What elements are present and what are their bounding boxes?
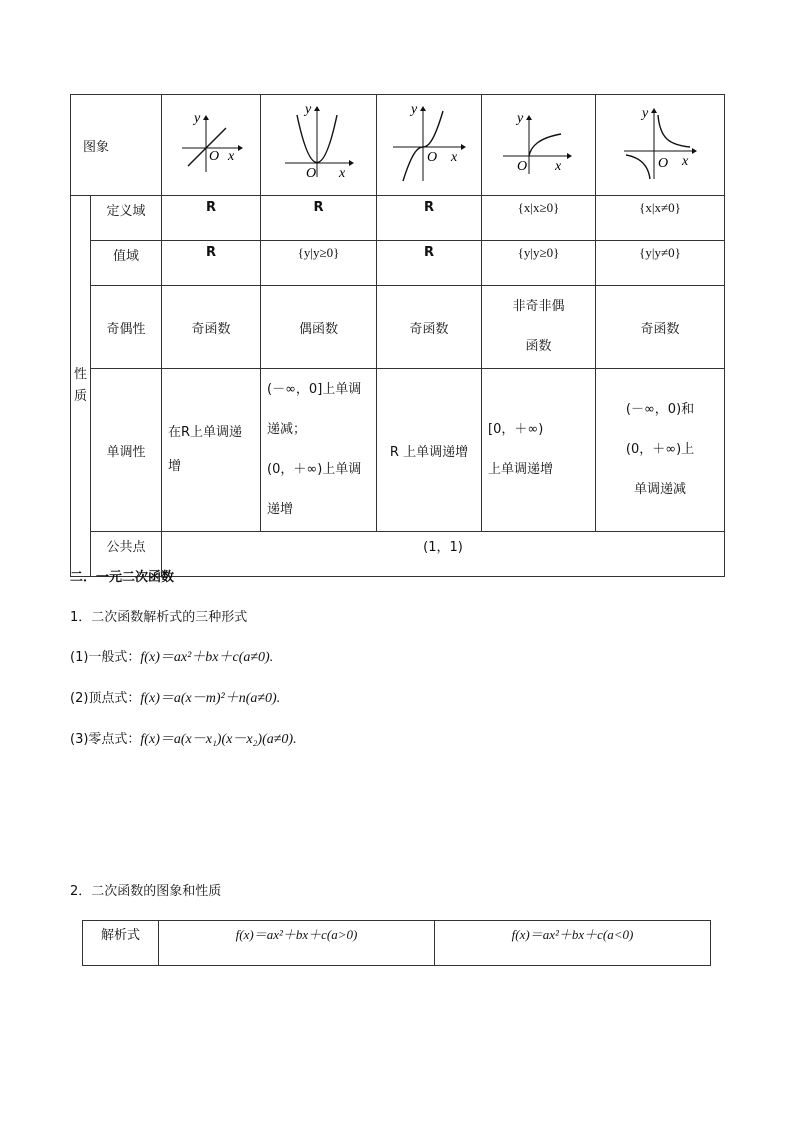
properties-label: 性 质 [71, 196, 91, 577]
parity-value: 偶函数 [261, 286, 377, 369]
svg-text:O: O [209, 149, 220, 164]
parity-row [71, 286, 725, 369]
item-1-heading: 1．二次函数解析式的三种形式 [70, 610, 248, 625]
range-value: R [162, 241, 261, 286]
monotonicity-value: [0，＋∞) 上单调递增 [482, 369, 596, 532]
svg-text:y: y [304, 105, 311, 117]
svg-text:O: O [305, 166, 316, 181]
svg-text:O: O [516, 159, 527, 174]
svg-text:x: x [554, 159, 561, 174]
form-general: (1)一般式：f(x)＝ax²＋bx＋c(a≠0). [70, 650, 274, 665]
quadratic-a-negative: f(x)＝ax²＋bx＋c(a<0) [435, 921, 711, 966]
range-value: {y|y≥0} [482, 241, 596, 286]
range-label: 值域 [91, 241, 162, 286]
graph-cubic-icon [389, 105, 469, 185]
graph-row [71, 95, 725, 196]
svg-text:y: y [194, 111, 201, 126]
domain-value: R [261, 196, 377, 241]
parity-value: 奇函数 [377, 286, 482, 369]
svg-text:y: y [516, 111, 523, 126]
range-row [71, 241, 725, 286]
monotonicity-value: R 上单调递增 [377, 369, 482, 532]
svg-text:x: x [228, 149, 235, 164]
monotonicity-value: 在R上单调递 增 [162, 369, 261, 532]
graph-header: 图象 [71, 95, 162, 196]
common-point-value: (1，1) [162, 532, 725, 577]
quadratic-label: 解析式 [83, 921, 159, 966]
monotonicity-row [71, 369, 725, 532]
parity-value: 奇函数 [596, 286, 725, 369]
svg-text:x: x [451, 150, 458, 165]
item-2-heading: 2．二次函数的图象和性质 [70, 884, 222, 899]
graph-linear-icon [176, 110, 246, 180]
domain-value: R [162, 196, 261, 241]
graph-parabola-icon [279, 105, 359, 185]
graph-y-eq-x3 [377, 95, 482, 196]
domain-value: R [377, 196, 482, 241]
svg-text:O: O [658, 156, 669, 171]
form-vertex: (2)顶点式：f(x)＝a(x－m)²＋n(a≠0). [70, 691, 281, 706]
graph-y-eq-x [162, 95, 261, 196]
section-heading: 二．一元二次函数 [70, 570, 175, 585]
quadratic-table [82, 920, 711, 966]
graph-y-eq-x2 [261, 95, 377, 196]
monotonicity-label: 单调性 [91, 369, 162, 532]
quadratic-a-positive: f(x)＝ax²＋bx＋c(a>0) [159, 921, 435, 966]
monotonicity-value: (－∞，0]上单调 递减； (0，＋∞)上单调 递增 [261, 369, 377, 532]
quadratic-header-row [83, 921, 711, 966]
domain-value: {x|x≥0} [482, 196, 596, 241]
parity-value: 奇函数 [162, 286, 261, 369]
domain-label: 定义域 [91, 196, 162, 241]
graph-sqrt-icon [499, 110, 579, 180]
form-zero: (3)零点式：f(x)＝a(x－x₁)(x－x₂)(a≠0). [70, 732, 297, 747]
domain-row [71, 196, 725, 241]
range-value: {y|y≥0} [261, 241, 377, 286]
graph-hyperbola-icon [620, 107, 700, 183]
range-value: {y|y≠0} [596, 241, 725, 286]
svg-text:y: y [642, 107, 649, 121]
range-value: R [377, 241, 482, 286]
svg-text:x: x [338, 166, 345, 181]
monotonicity-value: (－∞，0)和 (0，＋∞)上 单调递减 [596, 369, 725, 532]
svg-text:O: O [427, 150, 438, 165]
svg-text:x: x [682, 154, 689, 169]
graph-y-eq-sqrt-x [482, 95, 596, 196]
graph-y-eq-1-over-x [596, 95, 725, 196]
parity-label: 奇偶性 [91, 286, 162, 369]
domain-value: {x|x≠0} [596, 196, 725, 241]
svg-text:y: y [411, 105, 418, 117]
common-point-label: 公共点 [91, 532, 162, 577]
parity-value: 非奇非偶 函数 [482, 286, 596, 369]
power-function-table [70, 94, 725, 577]
